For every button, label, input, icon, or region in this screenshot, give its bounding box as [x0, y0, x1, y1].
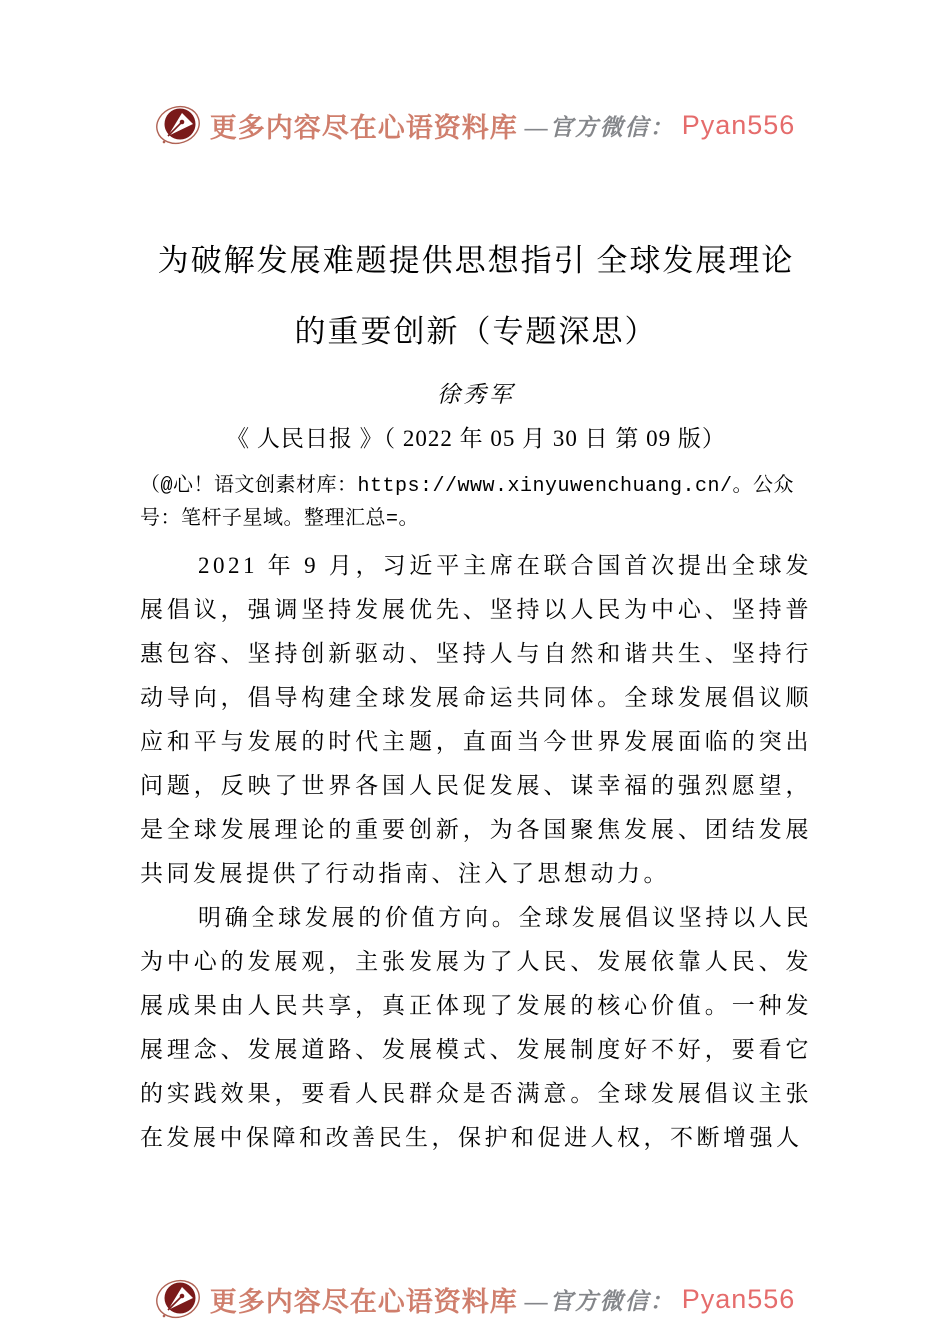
footer-watermark: [0, 1272, 950, 1326]
watermark-wechat-label: —官方微信：: [524, 1288, 675, 1314]
article-paragraphs: [140, 544, 812, 1160]
article-author: 徐秀军: [437, 382, 515, 407]
article-body: [140, 225, 812, 1160]
watermark-wechat-label: —官方微信：: [524, 114, 675, 140]
watermark-wechat-id: Pyan556: [681, 109, 796, 140]
header-watermark: [0, 98, 950, 152]
watermark-brand-text: 更多内容尽在心语资料库: [209, 1286, 518, 1317]
paragraph-2: 明确全球发展的价值方向。全球发展倡议坚持以人民为中心的发展观，主张发展为了人民、发展依靠人民、发展成果由人民共享，真正体现了发展的核心价值。一种发展理念、发展道路、发展模式、发展制度好不好，要看它的实践效果，要看人民群众是否满意。全球发展倡议主张在发展中保障和改善民生，保护和促进人权，不断增强人: [140, 905, 812, 1150]
watermark-wechat-id: Pyan556: [681, 1283, 796, 1314]
watermark-brand-text: 更多内容尽在心语资料库: [209, 112, 518, 143]
pen-logo-icon: [155, 98, 203, 152]
article-note: （@心！语文创素材库：https://www.xinyuwenchuang.cn/。公众号：笔杆子星域。整理汇总=。: [140, 475, 795, 531]
pen-logo-icon: [155, 1272, 203, 1326]
paragraph-1: 2021 年 9 月，习近平主席在联合国首次提出全球发展倡议，强调坚持发展优先、坚持以人民为中心、坚持普惠包容、坚持创新驱动、坚持人与自然和谐共生、坚持行动导向，倡导构建全球发展命运共同体。全球发展倡议顺应和平与发展的时代主题，直面当今世界发展面临的突出问题，反映了世界各国人民促发展、谋幸福的强烈愿望，是全球发展理论的重要创新，为各国聚焦发展、团结发展共同发展提供了行动指南、注入了思想动力。: [140, 553, 812, 886]
article-title: 为破解发展难题提供思想指引 全球发展理论的重要创新（专题深思）: [157, 243, 795, 349]
article-source-line: 《 人民日报 》（ 2022 年 05 月 30 日 第 09 版）: [226, 426, 726, 451]
